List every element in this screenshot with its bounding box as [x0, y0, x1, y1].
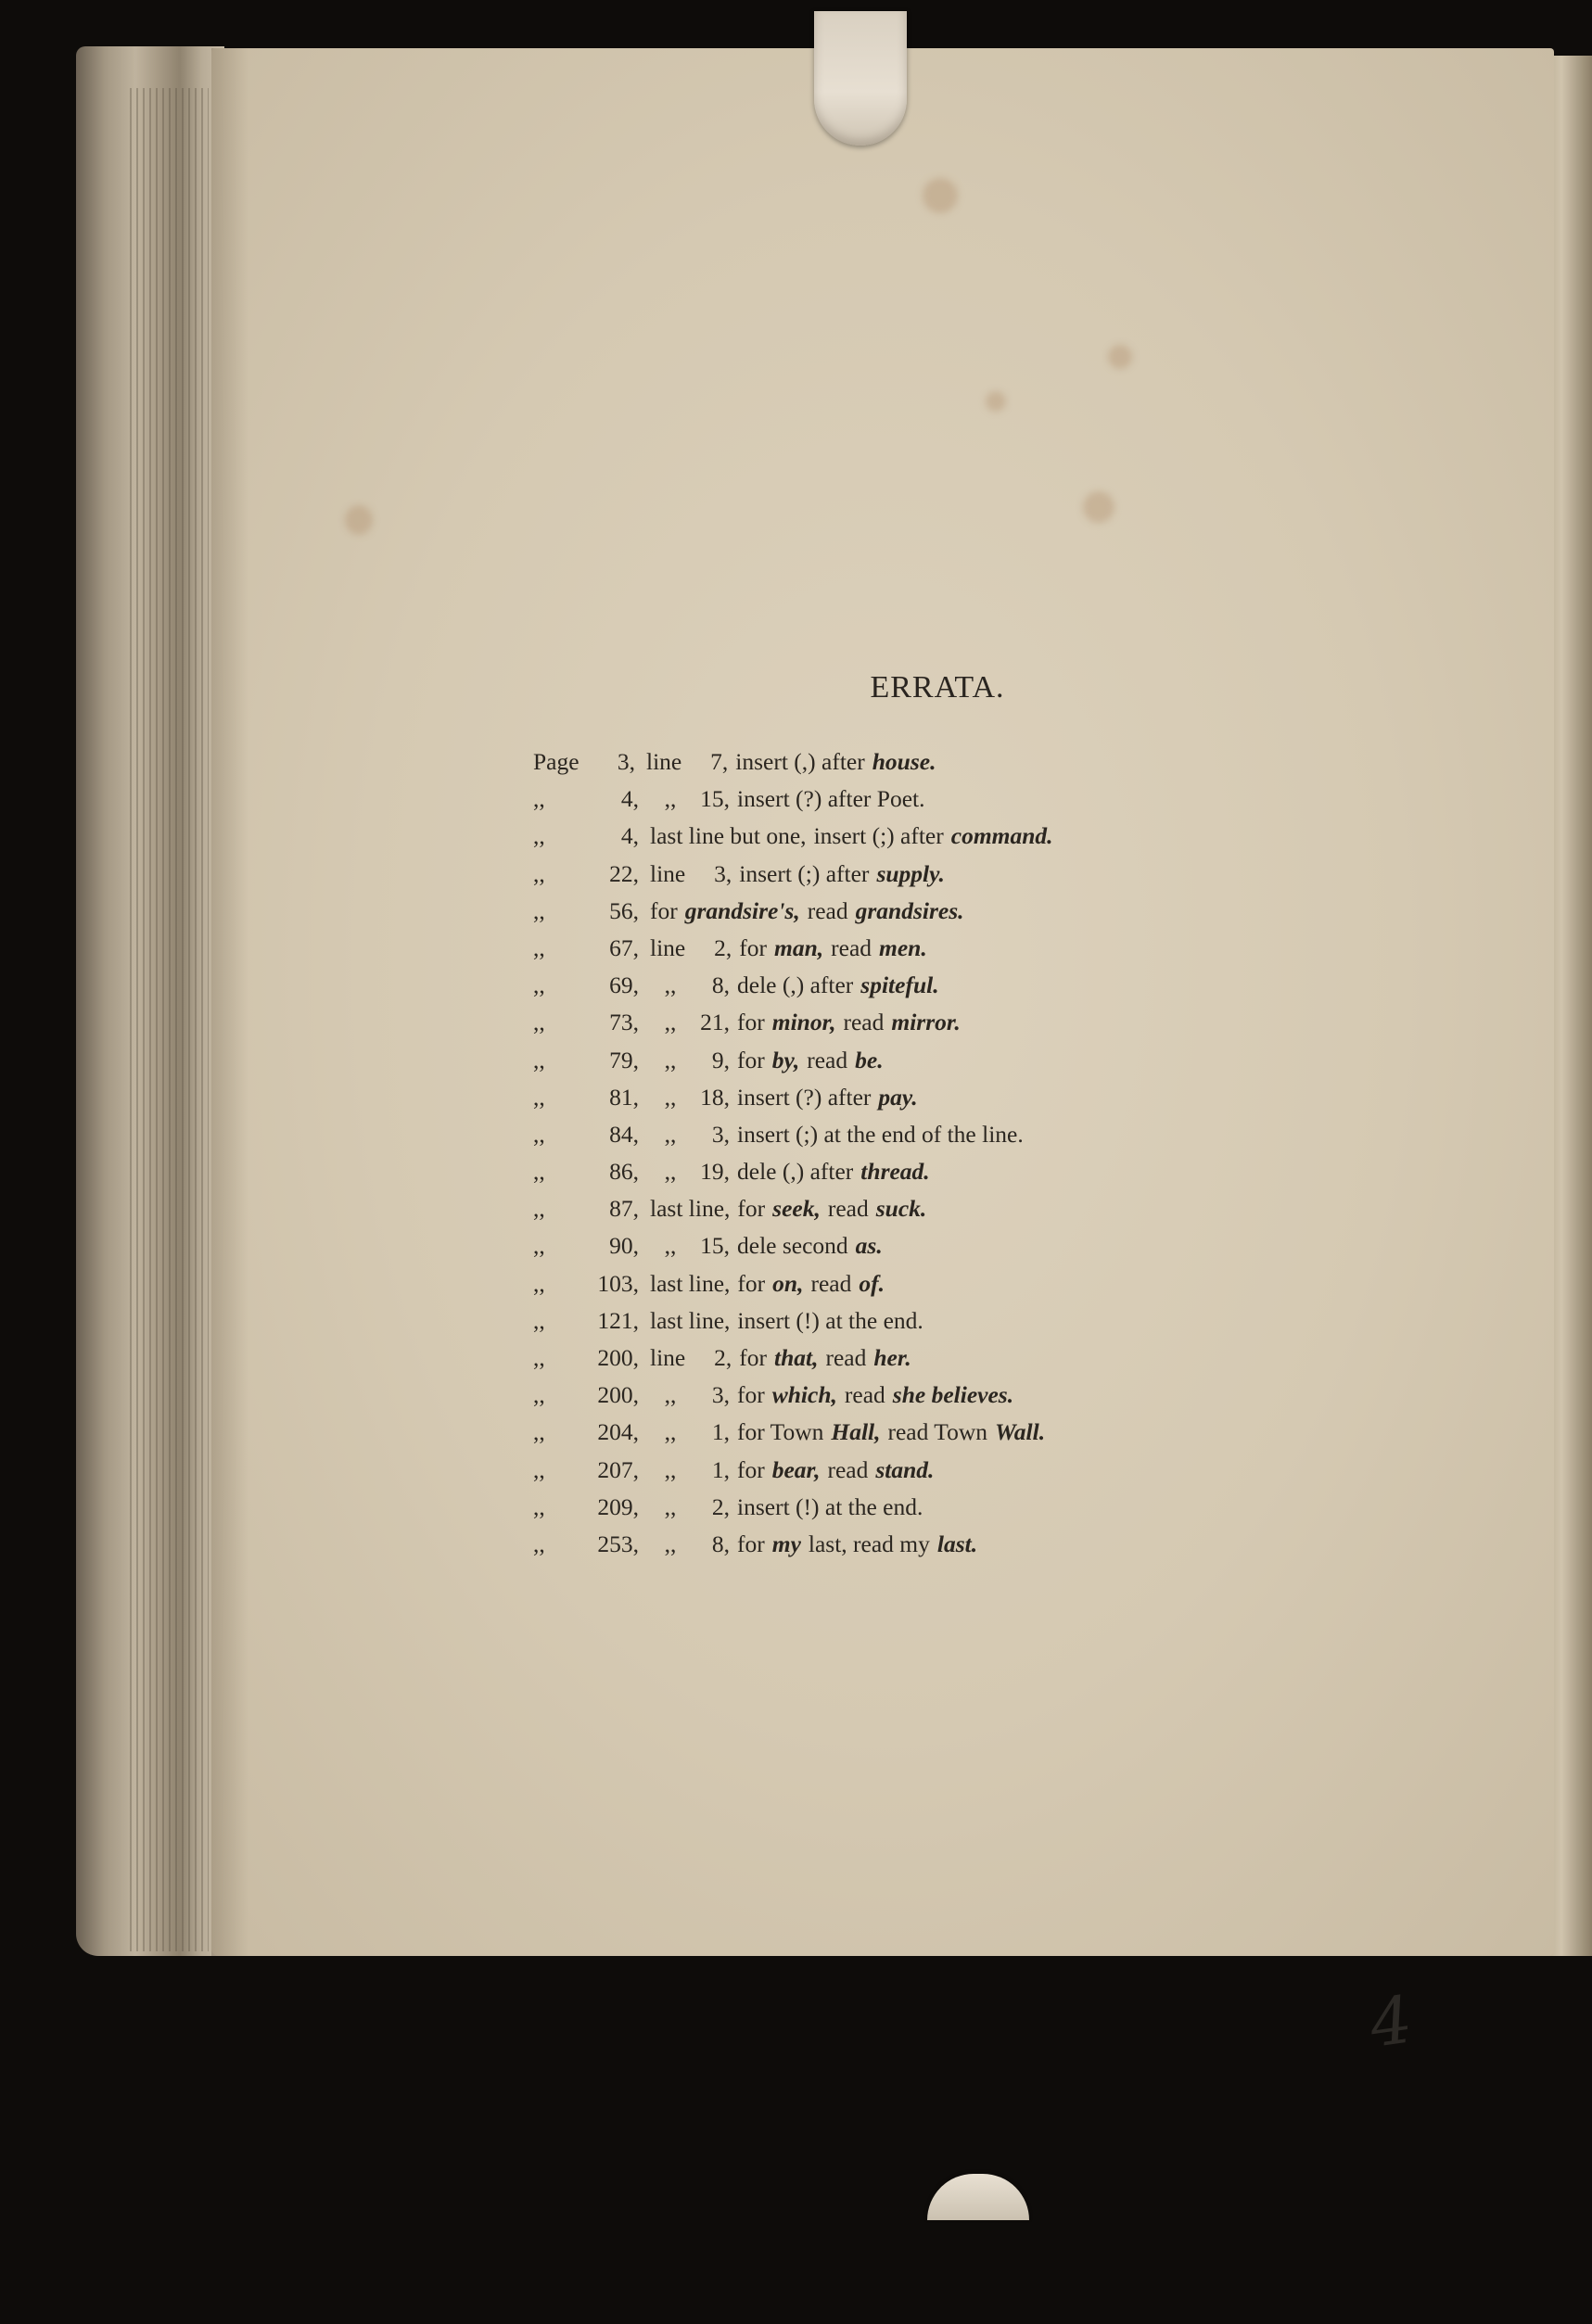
errata-emph2: stand.: [875, 1455, 935, 1483]
errata-line: ,,: [664, 785, 677, 813]
errata-prefix: ,,: [533, 1046, 545, 1073]
errata-page-number: 204,: [597, 1418, 639, 1446]
errata-num: 1,: [711, 1418, 730, 1446]
errata-text: insert (;) after: [813, 822, 944, 850]
errata-emph: Hall,: [831, 1418, 881, 1446]
errata-num: 15,: [700, 785, 730, 813]
errata-correction: [639, 930, 935, 967]
errata-entry: [533, 856, 1061, 893]
errata-page-number: 79,: [609, 1046, 639, 1073]
errata-entry: [533, 1079, 1061, 1116]
errata-page-number: 22,: [609, 859, 639, 887]
errata-num: 15,: [700, 1232, 730, 1260]
errata-prefix: ,,: [533, 1120, 545, 1148]
errata-emph: pay.: [878, 1083, 918, 1111]
errata-tail: read: [810, 1269, 852, 1297]
errata-entry: [533, 743, 1061, 781]
errata-entry: [533, 1265, 1061, 1302]
errata-text: insert (;) at the end of the line.: [737, 1120, 1024, 1148]
errata-emph2: mirror.: [891, 1009, 961, 1036]
errata-prefix: ,,: [533, 1009, 545, 1036]
errata-page-number: 209,: [597, 1492, 639, 1520]
errata-page-number: 73,: [609, 1009, 639, 1036]
errata-prefix: ,,: [533, 933, 545, 961]
errata-emph2: she believes.: [892, 1381, 1014, 1409]
foxing-stain: [345, 505, 373, 535]
errata-emph: house.: [872, 748, 936, 775]
errata-emph: grandsire's,: [684, 896, 800, 924]
errata-prefix: ,,: [533, 1232, 545, 1260]
errata-line: ,,: [664, 1120, 677, 1148]
errata-num: 3,: [711, 1381, 730, 1409]
errata-text: insert (;) after: [739, 859, 870, 887]
errata-line: line: [650, 933, 686, 961]
errata-entry: [533, 1302, 1061, 1340]
errata-correction: [639, 1414, 1052, 1451]
foxing-stain: [1083, 491, 1114, 523]
errata-emph: seek,: [772, 1195, 821, 1223]
errata-correction: [639, 781, 933, 818]
errata-correction: [639, 893, 972, 930]
errata-emph2: Wall.: [995, 1418, 1046, 1446]
errata-entry: [533, 1489, 1061, 1526]
errata-correction: [639, 856, 952, 893]
errata-emph: thread.: [860, 1158, 930, 1186]
errata-correction: [639, 967, 947, 1004]
errata-num: 8,: [711, 972, 730, 999]
errata-correction: [639, 1377, 1021, 1414]
errata-tail: read Town: [887, 1418, 988, 1446]
errata-emph2: grandsires.: [855, 896, 964, 924]
errata-page-number: 4,: [620, 822, 639, 850]
errata-entry: [533, 781, 1061, 818]
errata-num: 3,: [714, 859, 732, 887]
errata-line: last line but one,: [650, 822, 807, 850]
errata-emph2: be.: [855, 1046, 884, 1073]
errata-text: insert (,) after: [735, 748, 865, 775]
errata-emph: as.: [855, 1232, 883, 1260]
errata-page-number: 67,: [609, 933, 639, 961]
errata-tail: read: [807, 896, 848, 924]
errata-prefix: ,,: [533, 1306, 545, 1334]
errata-correction: [635, 743, 943, 781]
errata-entry: [533, 1526, 1061, 1563]
errata-emph: bear,: [771, 1455, 821, 1483]
errata-correction: [639, 818, 1061, 855]
errata-line: line: [650, 859, 686, 887]
errata-correction: [639, 1489, 930, 1526]
errata-line: ,,: [664, 1232, 677, 1260]
errata-entry: [533, 1377, 1061, 1414]
errata-line: ,,: [664, 1009, 677, 1036]
gutter-shadow: [211, 48, 248, 1956]
errata-line: last line,: [650, 1195, 731, 1223]
errata-num: 2,: [714, 1344, 732, 1371]
errata-page-number: 253,: [597, 1530, 639, 1557]
errata-num: 2,: [711, 1492, 730, 1520]
errata-emph: minor,: [771, 1009, 836, 1036]
errata-page-number: 200,: [597, 1381, 639, 1409]
errata-line: for: [650, 896, 678, 924]
errata-entry: [533, 1227, 1061, 1264]
errata-correction: [639, 1004, 968, 1041]
errata-page-number: 90,: [609, 1232, 639, 1260]
errata-prefix: ,,: [533, 1455, 545, 1483]
errata-line: line: [650, 1344, 686, 1371]
errata-tail: read: [844, 1381, 885, 1409]
errata-page-number: 200,: [597, 1344, 639, 1371]
errata-line: ,,: [664, 1083, 677, 1111]
errata-entry: [533, 930, 1061, 967]
errata-entry: [533, 1340, 1061, 1377]
errata-correction: [639, 1153, 937, 1190]
errata-num: 8,: [711, 1530, 730, 1557]
errata-correction: [639, 1340, 919, 1377]
errata-num: 19,: [700, 1158, 730, 1186]
errata-num: 18,: [700, 1083, 730, 1111]
errata-emph: that,: [773, 1344, 819, 1371]
errata-page-number: 121,: [597, 1306, 639, 1334]
errata-line: ,,: [664, 972, 677, 999]
errata-text: dele (,) after: [737, 972, 854, 999]
errata-correction: [639, 1302, 931, 1340]
errata-text: for Town: [737, 1418, 824, 1446]
errata-correction: [639, 1079, 925, 1116]
errata-entry: [533, 1153, 1061, 1190]
errata-page-number: 4,: [620, 785, 639, 813]
errata-title: ERRATA.: [870, 670, 1005, 705]
errata-emph2: of.: [859, 1269, 885, 1297]
errata-tail: read: [827, 1455, 869, 1483]
errata-correction: [639, 1265, 892, 1302]
errata-line: last line,: [650, 1306, 731, 1334]
errata-page-number: 103,: [597, 1269, 639, 1297]
errata-page-number: 86,: [609, 1158, 639, 1186]
errata-text: for: [737, 1530, 765, 1557]
errata-text: for: [737, 1009, 765, 1036]
errata-prefix: ,,: [533, 859, 545, 887]
errata-tail: read: [831, 933, 872, 961]
errata-prefix: ,,: [533, 1158, 545, 1186]
errata-emph2: her.: [873, 1344, 911, 1371]
errata-line: last line,: [650, 1269, 731, 1297]
errata-text: insert (!) at the end.: [737, 1492, 923, 1520]
errata-prefix: ,,: [533, 1083, 545, 1111]
errata-text: for: [737, 1381, 765, 1409]
errata-prefix: ,,: [533, 1344, 545, 1371]
errata-num: 2,: [714, 933, 732, 961]
errata-emph2: men.: [879, 933, 927, 961]
errata-text: for: [739, 1344, 767, 1371]
errata-page-number: 207,: [597, 1455, 639, 1483]
errata-emph: command.: [950, 822, 1053, 850]
errata-prefix: ,,: [533, 1381, 545, 1409]
errata-correction: [639, 1042, 891, 1079]
errata-emph: which,: [771, 1381, 837, 1409]
errata-prefix: Page: [533, 748, 579, 775]
errata-text: insert (!) at the end.: [737, 1306, 923, 1334]
errata-prefix: ,,: [533, 1269, 545, 1297]
errata-list: [533, 743, 1061, 1563]
errata-page-number: 84,: [609, 1120, 639, 1148]
errata-num: 21,: [700, 1009, 730, 1036]
errata-prefix: ,,: [533, 1195, 545, 1223]
errata-prefix: ,,: [533, 1530, 545, 1557]
errata-emph: my: [771, 1530, 801, 1557]
errata-tail: read: [825, 1344, 867, 1371]
errata-page-number: 81,: [609, 1083, 639, 1111]
errata-page-number: 87,: [609, 1195, 639, 1223]
errata-text: for: [739, 933, 767, 961]
errata-page-number: 56,: [609, 896, 639, 924]
errata-entry: [533, 1414, 1061, 1451]
errata-page-number: 3,: [617, 748, 635, 775]
errata-num: 7,: [710, 748, 729, 775]
errata-tail: last, read my: [808, 1530, 930, 1557]
foxing-stain: [1108, 345, 1132, 369]
errata-entry: [533, 1452, 1061, 1489]
errata-emph: spiteful.: [860, 972, 939, 999]
errata-correction: [639, 1190, 934, 1227]
errata-page-number: 69,: [609, 972, 639, 999]
errata-tail: read: [843, 1009, 885, 1036]
errata-prefix: ,,: [533, 785, 545, 813]
errata-correction: [639, 1227, 890, 1264]
errata-tail: read: [807, 1046, 848, 1073]
errata-prefix: ,,: [533, 896, 545, 924]
errata-entry: [533, 1116, 1061, 1153]
errata-text: for: [737, 1195, 766, 1223]
errata-line: ,,: [664, 1158, 677, 1186]
errata-text: for: [737, 1269, 766, 1297]
errata-entry: [533, 818, 1061, 855]
errata-emph: by,: [771, 1046, 800, 1073]
errata-line: ,,: [664, 1455, 677, 1483]
errata-num: 1,: [711, 1455, 730, 1483]
errata-line: ,,: [664, 1418, 677, 1446]
errata-emph2: last.: [936, 1530, 978, 1557]
bottom-clip: [927, 2174, 1029, 2220]
errata-prefix: ,,: [533, 972, 545, 999]
errata-line: ,,: [664, 1530, 677, 1557]
errata-text: insert (?) after Poet.: [737, 785, 925, 813]
errata-line: ,,: [664, 1381, 677, 1409]
pencil-page-mark: 4: [1365, 1981, 1418, 2063]
errata-emph: on,: [772, 1269, 804, 1297]
foxing-stain: [923, 178, 958, 213]
errata-text: for: [737, 1046, 765, 1073]
errata-prefix: ,,: [533, 822, 545, 850]
errata-text: dele second: [737, 1232, 848, 1260]
errata-prefix: ,,: [533, 1492, 545, 1520]
errata-entry: [533, 967, 1061, 1004]
errata-num: 3,: [711, 1120, 730, 1148]
errata-text: dele (,) after: [737, 1158, 854, 1186]
errata-correction: [639, 1526, 985, 1563]
errata-text: insert (?) after: [737, 1083, 872, 1111]
errata-correction: [639, 1452, 941, 1489]
errata-num: 9,: [711, 1046, 730, 1073]
errata-line: line: [646, 748, 682, 775]
errata-emph: supply.: [876, 859, 945, 887]
page-edge-texture: [130, 88, 209, 1951]
top-clip: [814, 11, 907, 146]
errata-entry: [533, 1004, 1061, 1041]
errata-text: for: [737, 1455, 765, 1483]
foxing-stain: [986, 391, 1006, 412]
errata-entry: [533, 893, 1061, 930]
errata-entry: [533, 1190, 1061, 1227]
errata-emph2: suck.: [875, 1195, 927, 1223]
errata-line: ,,: [664, 1492, 677, 1520]
errata-prefix: ,,: [533, 1418, 545, 1446]
errata-emph: man,: [773, 933, 824, 961]
errata-tail: read: [827, 1195, 869, 1223]
errata-entry: [533, 1042, 1061, 1079]
errata-correction: [639, 1116, 1031, 1153]
errata-line: ,,: [664, 1046, 677, 1073]
